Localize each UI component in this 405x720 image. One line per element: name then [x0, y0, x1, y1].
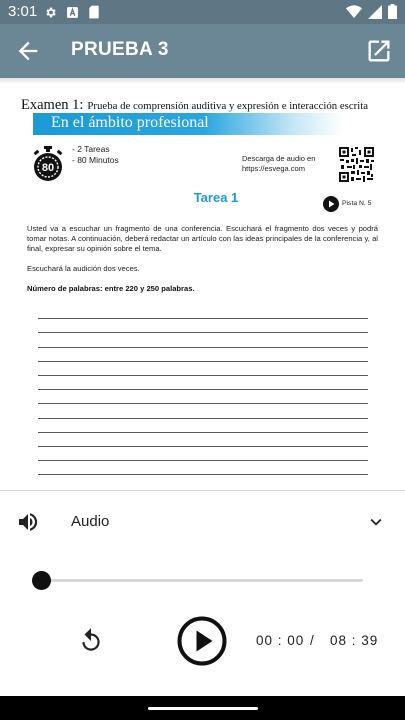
wifi-icon	[346, 5, 362, 19]
time-separator: /	[310, 633, 314, 648]
doc-shadow	[0, 78, 405, 84]
exam-heading	[21, 96, 368, 114]
pista-label: Pista N. 5	[342, 200, 372, 207]
open-external-button[interactable]	[365, 37, 393, 65]
open-in-new-icon	[365, 37, 393, 65]
svg-text:80: 80	[41, 162, 55, 174]
status-bar	[0, 0, 405, 24]
home-handle[interactable]	[148, 707, 258, 710]
writing-line	[38, 319, 368, 333]
writing-line	[38, 419, 368, 433]
tarea-title: Tarea 1	[193, 190, 239, 205]
exam-meta	[72, 144, 119, 166]
section-banner-text: En el ámbito profesional	[51, 114, 209, 131]
qr-code-icon	[339, 147, 374, 182]
writing-lines	[38, 305, 368, 475]
back-button[interactable]	[14, 37, 42, 65]
document-viewer[interactable]	[0, 78, 405, 490]
writing-line	[38, 447, 368, 461]
seek-thumb[interactable]	[32, 571, 51, 590]
writing-line	[38, 362, 368, 376]
battery-icon	[388, 4, 397, 19]
pista-play-icon[interactable]	[323, 196, 339, 212]
writing-line	[38, 404, 368, 418]
volume-icon[interactable]	[16, 510, 40, 534]
status-icons-left	[44, 5, 100, 19]
audio-player	[0, 490, 405, 696]
writing-line	[38, 461, 368, 475]
instructions-text: Usted va a escuchar un fragmento de una conferencia. Escuchará el fragmento dos veces y podrá tomar notas. A continuación, deberá redactar un artículo con las ideas principales de la conferencia y, al final, expresar su opinión sobre el tema.	[27, 224, 378, 253]
download-label: Descarga de audio en	[242, 154, 316, 163]
chevron-down-icon[interactable]	[365, 511, 387, 533]
listen-twice-text: Escuchará la audición dos veces.	[27, 264, 140, 273]
sd-card-icon	[88, 5, 100, 19]
exam-heading-sub: Prueba de comprensión auditiva y expresión e interacción escrita	[87, 100, 369, 112]
writing-line	[38, 433, 368, 447]
tareas-count: - 2 Tareas	[72, 144, 110, 154]
writing-line	[38, 376, 368, 390]
font-a-icon	[66, 6, 79, 19]
download-info	[242, 154, 315, 174]
replay-icon[interactable]	[78, 627, 104, 655]
current-time: 00 : 00	[256, 633, 305, 648]
signal-icon	[368, 5, 382, 19]
settings-icon	[44, 6, 57, 19]
status-icons-right	[346, 4, 397, 19]
stopwatch-icon	[32, 146, 64, 182]
download-url[interactable]: https://esvega.com	[242, 164, 305, 173]
exam-heading-main: Examen 1:	[21, 97, 84, 113]
writing-line	[38, 305, 368, 319]
arrow-back-icon	[14, 37, 42, 65]
audio-label: Audio	[71, 513, 110, 530]
minutos-count: - 80 Minutos	[72, 155, 119, 165]
writing-line	[38, 333, 368, 347]
navigation-bar	[0, 696, 405, 720]
writing-line	[38, 348, 368, 362]
total-time: 08 : 39	[330, 633, 379, 648]
seek-bar[interactable]	[41, 579, 363, 582]
app-bar	[0, 24, 405, 78]
page-title: PRUEBA 3	[71, 39, 169, 60]
word-count-text: Número de palabras: entre 220 y 250 palabras.	[27, 284, 195, 293]
writing-line	[38, 390, 368, 404]
section-banner	[33, 113, 343, 135]
status-time: 3:01	[8, 3, 38, 20]
play-button[interactable]	[177, 616, 227, 666]
